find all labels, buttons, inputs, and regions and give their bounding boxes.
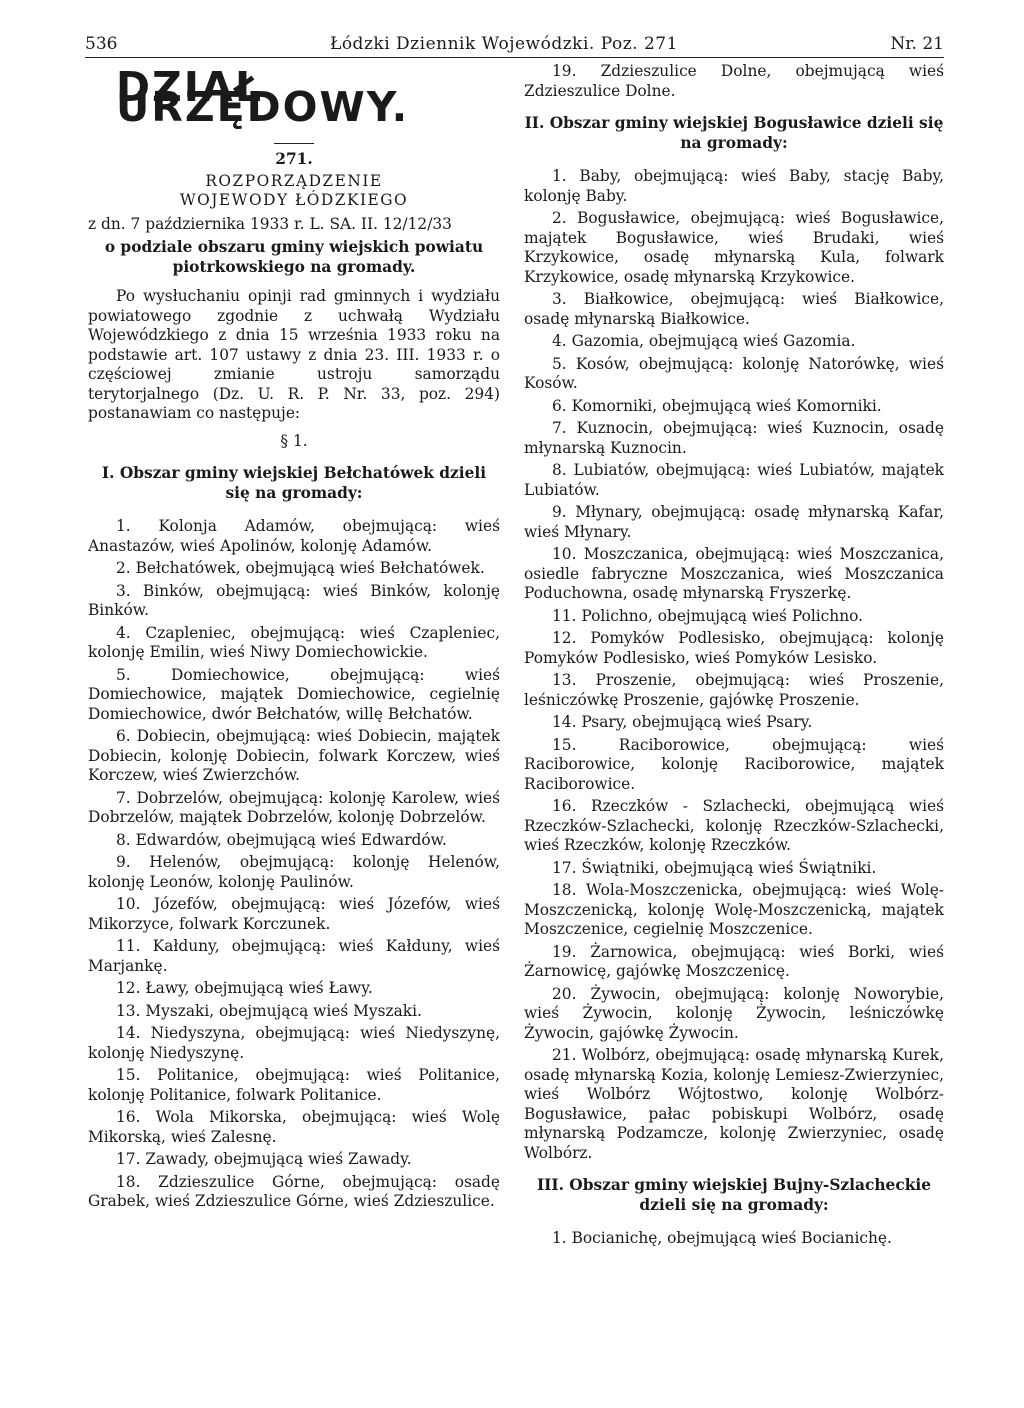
list-item: 6. Komorniki, obejmującą wieś Komorniki. bbox=[552, 396, 882, 415]
left-column bbox=[88, 62, 500, 1215]
list-item: 8. Edwardów, obejmującą wieś Edwardów. bbox=[116, 830, 447, 849]
section-title: DZIAŁ URZĘDOWY. bbox=[116, 63, 410, 131]
decree-title: ROZPORZĄDZENIE bbox=[205, 171, 383, 190]
list-item: 9. Helenów, obejmującą: kolonję Helenów, kolonję Leonów, kolonję Paulinów. bbox=[88, 853, 500, 891]
list-item: 12. Pomyków Podlesisko, obejmującą: kolonję Pomyków Podlesisko, wieś Pomyków Lesisko. bbox=[524, 629, 944, 667]
list-item: 16. Rzeczków - Szlachecki, obejmującą wieś Rzeczków-Szlachecki, kolonję Rzeczków-Szlachecki, wieś Rzeczków, kolonję Rzeczków. bbox=[524, 797, 944, 854]
right-column bbox=[524, 62, 944, 1252]
list-item: 9. Młynary, obejmującą: osadę młynarską Kafar, wieś Młynary. bbox=[524, 503, 944, 541]
decree-subject: o podziale obszaru gminy wiejskich powiatu piotrkowskiego na gromady. bbox=[104, 238, 484, 276]
list-item: 2. Bełchatówek, obejmującą wieś Bełchatówek. bbox=[116, 559, 485, 577]
list-item: 3. Binków, obejmującą: wieś Binków, kolonję Binków. bbox=[88, 581, 500, 619]
page-number: 536 bbox=[85, 34, 118, 54]
journal-title: Łódzki Dziennik Wojewódzki. Poz. 271 bbox=[329, 34, 678, 54]
list-item: 12. Ławy, obejmującą wieś Ławy. bbox=[116, 979, 373, 997]
page-header bbox=[85, 28, 944, 58]
list-item: 20. Żywocin, obejmującą: kolonję Noworybie, wieś Żywocin, kolonję Żywocin, leśniczówkę Żywocin, gajówkę Żywocin. bbox=[524, 984, 944, 1042]
list-item: 15. Politanice, obejmującą: wieś Politanice, kolonję Politanice, folwark Politanice. bbox=[88, 1066, 500, 1104]
group-title-bujny: III. Obszar gminy wiejskiej Bujny-Szlacheckie dzieli się na gromady: bbox=[536, 1176, 932, 1214]
list-item: 1. Baby, obejmującą: wieś Baby, stację Baby, kolonję Baby. bbox=[524, 167, 944, 205]
list-item: 19. Żarnowica, obejmującą: wieś Borki, wieś Żarnowicę, gajówkę Moszczenicę. bbox=[524, 942, 944, 980]
list-item: 17. Świątniki, obejmującą wieś Świątniki. bbox=[552, 858, 877, 877]
list-item: 7. Kuznocin, obejmującą: wieś Kuznocin, osadę młynarską Kuznocin. bbox=[524, 419, 944, 457]
list-item: 10. Moszczanica, obejmującą: wieś Moszczanica, osiedle fabryczne Moszczanica, wieś Moszczanica Poduchowna, osadę młynarską Fryszerkę. bbox=[524, 545, 944, 602]
list-item: 15. Raciborowice, obejmującą: wieś Raciborowice, kolonję Raciborowice, majątek Raciborowice. bbox=[524, 735, 944, 793]
list-item: 10. Józefów, obejmującą: wieś Józefów, wieś Mikorzyce, folwark Korczunek. bbox=[88, 895, 500, 933]
group-title-boguslawice: II. Obszar gminy wiejskiej Bogusławice dzieli się na gromady: bbox=[524, 114, 944, 152]
bujny-list bbox=[524, 1229, 944, 1249]
list-item: 18. Wola-Moszczenicka, obejmującą: wieś Wolę-Moszczenicką, kolonję Wolę-Moszczenicką, majątek Moszczenice, cegielnię Moszczenice. bbox=[524, 881, 944, 938]
separator-rule bbox=[274, 143, 314, 144]
list-item: 8. Lubiatów, obejmującą: wieś Lubiatów, majątek Lubiatów. bbox=[524, 461, 944, 499]
list-item: 19. Zdzieszulice Dolne, obejmującą wieś Zdzieszulice Dolne. bbox=[524, 62, 944, 100]
list-item: 17. Zawady, obejmującą wieś Zawady. bbox=[116, 1150, 412, 1168]
list-item: 14. Psary, obejmującą wieś Psary. bbox=[552, 713, 813, 731]
list-item: 18. Zdzieszulice Górne, obejmującą: osadę Grabek, wieś Zdzieszulice Górne, wieś Zdzieszulice. bbox=[88, 1172, 500, 1210]
list-item: 11. Polichno, obejmującą wieś Polichno. bbox=[552, 606, 864, 625]
boguslawice-list bbox=[524, 167, 944, 1163]
list-item: 5. Domiechowice, obejmującą: wieś Domiechowice, majątek Domiechowice, cegielnię Domiechowice, dwór Bełchatów, willę Bełchatów. bbox=[88, 665, 500, 723]
decree-date: z dn. 7 października 1933 r. L. SA. II. 12/12/33 bbox=[88, 214, 452, 233]
list-item: 6. Dobiecin, obejmującą: wieś Dobiecin, majątek Dobiecin, kolonję Dobiecin, folwark Korczew, wieś Korczew, wieś Zwierzchów. bbox=[88, 727, 500, 784]
list-item: 7. Dobrzelów, obejmującą: kolonję Karolew, wieś Dobrzelów, majątek Dobrzelów, kolonję Dobrzelów. bbox=[88, 788, 500, 826]
issue-number: Nr. 21 bbox=[890, 34, 944, 54]
list-item: 1. Bocianichę, obejmującą wieś Bocianichę. bbox=[552, 1229, 892, 1247]
list-item: 2. Bogusławice, obejmującą: wieś Bogusławice, majątek Bogusławice, wieś Brudaki, wieś Krzykowice, osadę młynarską Kula, folwark Krzykowice, osadę młynarską Krzykowice. bbox=[524, 209, 944, 286]
list-item: 13. Proszenie, obejmującą: wieś Proszenie, leśniczówkę Proszenie, gajówkę Proszenie. bbox=[524, 671, 944, 709]
list-item: 21. Wolbórz, obejmującą: osadę młynarską Kurek, osadę młynarską Kozia, kolonję Lemiesz-Zwierzyniec, wieś Wolbórz Wójtostwo, kolonję Wolbórz-Bogusławice, pałac pobiskupi Wolbórz, osadę młynarską Podzamcze, kolonję Zwierzyniec, osadę Wolbórz. bbox=[524, 1046, 944, 1162]
list-item: 16. Wola Mikorska, obejmującą: wieś Wolę Mikorską, wieś Zalesnę. bbox=[88, 1108, 500, 1146]
list-item: 3. Białkowice, obejmującą: wieś Białkowice, osadę młynarską Białkowice. bbox=[524, 290, 944, 328]
list-item: 1. Kolonja Adamów, obejmującą: wieś Anastazów, wieś Apolinów, kolonję Adamów. bbox=[88, 517, 500, 555]
list-item: 14. Niedyszyna, obejmującą: wieś Niedyszynę, kolonję Niedyszynę. bbox=[88, 1024, 500, 1062]
preamble: Po wysłuchaniu opinji rad gminnych i wydziału powiatowego zgodnie z uchwałą Wydziału Wojewódzkiego z dnia 15 września 1933 roku na podstawie art. 107 ustawy z dnia 23. III. 1933 r. o częściowej zmianie ustroju samorządu terytorjalnego (Dz. U. R. P. Nr. 33, poz. 294) postanawiam co następuje: bbox=[88, 287, 500, 422]
paragraph-sign: § 1. bbox=[280, 431, 308, 450]
list-item: 5. Kosów, obejmującą: kolonję Natorówkę, wieś Kosów. bbox=[524, 354, 944, 392]
list-item: 4. Czapleniec, obejmującą: wieś Czapleniec, kolonję Emilin, wieś Niwy Domiechowickie. bbox=[88, 623, 500, 661]
list-item: 11. Kałduny, obejmującą: wieś Kałduny, wieś Marjankę. bbox=[88, 937, 500, 975]
list-item: 13. Myszaki, obejmującą wieś Myszaki. bbox=[116, 1001, 422, 1020]
list-item: 4. Gazomia, obejmującą wieś Gazomia. bbox=[552, 332, 856, 350]
decree-number: 271. bbox=[275, 150, 313, 168]
decree-issuer: WOJEWODY ŁÓDZKIEGO bbox=[179, 191, 409, 209]
group-title-belchatowek: I. Obszar gminy wiejskiej Bełchatówek dzieli się na gromady: bbox=[101, 464, 487, 502]
belchatowek-list bbox=[88, 517, 500, 1212]
